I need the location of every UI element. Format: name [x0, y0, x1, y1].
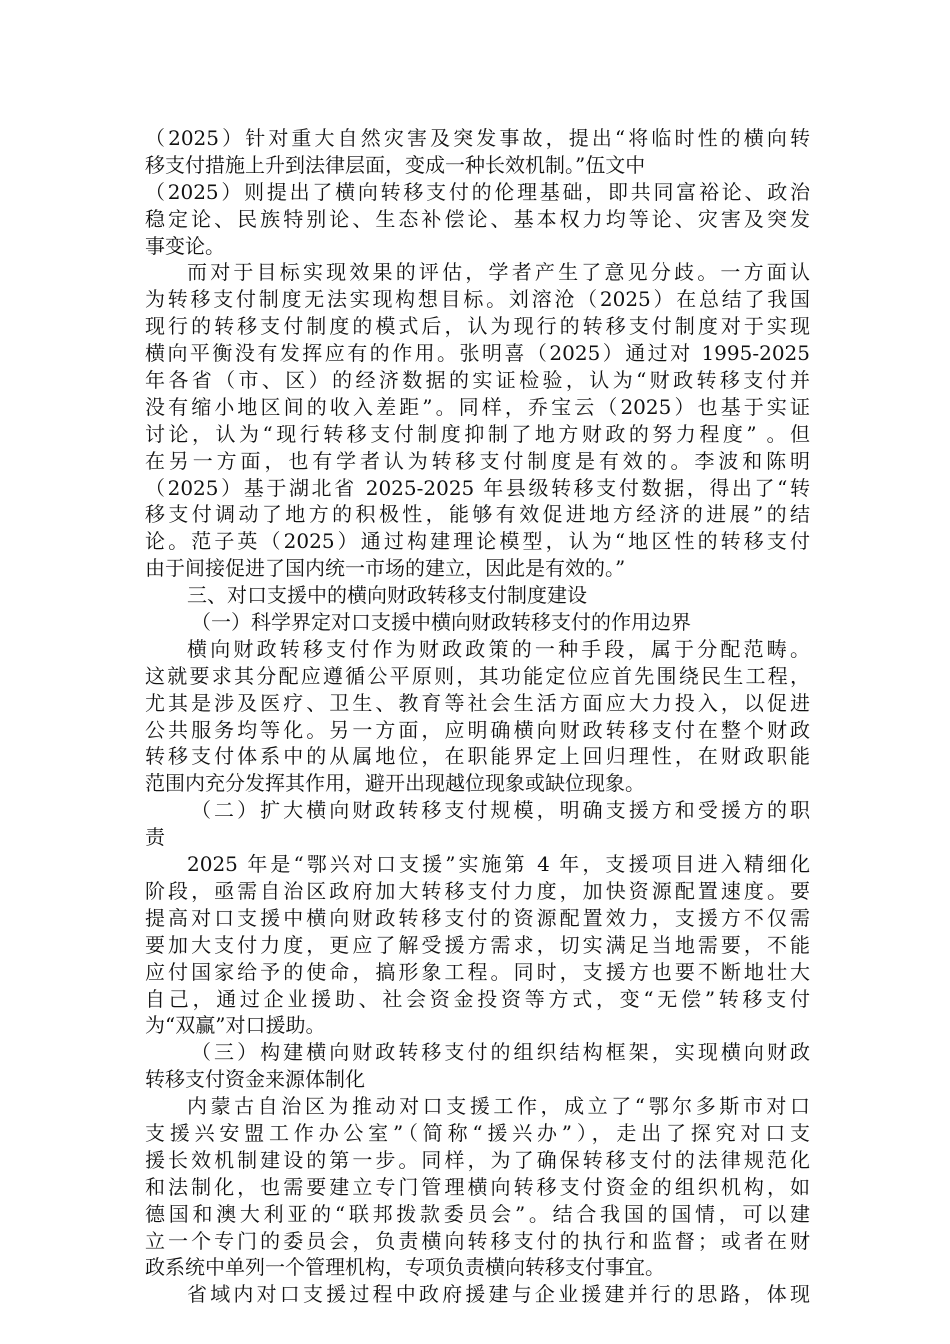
- text-line: 论。范子英（2025）通过构建理论模型，认为“地区性的转移支付: [145, 529, 810, 554]
- text-line: 范围内充分发挥其作用，避开出现越位现象或缺位现象。: [145, 771, 645, 796]
- text-line: 公共服务均等化。另一方面，应明确横向财政转移支付在整个财政: [145, 717, 810, 742]
- paragraph-first-line: 而对于目标实现效果的评估，学者产生了意见分歧。一方面认: [187, 260, 810, 285]
- text-line: 提高对口支援中横向财政转移支付的资源配置效力，支援方不仅需: [145, 905, 810, 930]
- subsection-heading: （三）构建横向财政转移支付的组织结构框架，实现横向财政: [191, 1040, 810, 1065]
- text-line: 尤其是涉及医疗、卫生、教育等社会生活方面应大力投入，以促进: [145, 690, 810, 715]
- text-line: 德国和澳大利亚的“联邦拨款委员会”。结合我国的国情，可以建: [145, 1201, 810, 1226]
- paragraph-first-line: 2025 年是“鄂兴对口支援”实施第 4 年，支援项目进入精细化: [187, 852, 810, 877]
- text-line: （2025）则提出了横向转移支付的伦理基础，即共同富裕论、政治: [145, 179, 810, 204]
- text-line: 事变论。: [145, 233, 225, 258]
- text-line: 在另一方面，也有学者认为转移支付制度是有效的。李波和陈明: [145, 448, 810, 473]
- text-line: 年各省（市、区）的经济数据的实证检验，认为“财政转移支付并: [145, 368, 810, 393]
- subsection-heading: （二）扩大横向财政转移支付规模，明确支援方和受援方的职: [191, 798, 810, 823]
- text-line: 由于间接促进了国内统一市场的建立，因此是有效的。”: [145, 556, 626, 581]
- text-line: 现行的转移支付制度的模式后，认为现行的转移支付制度对于实现: [145, 314, 810, 339]
- text-line: 政系统中单列一个管理机构，专项负责横向转移支付事宜。: [145, 1255, 665, 1280]
- section-heading: 三、对口支援中的横向财政转移支付制度建设: [187, 583, 587, 608]
- text-line: （2025）针对重大自然灾害及突发事故，提出“将临时性的横向转: [145, 126, 810, 150]
- subsection-heading: （一）科学界定对口支援中横向财政转移支付的作用边界: [191, 610, 691, 635]
- subsection-heading-continued: 转移支付资金来源体制化: [145, 1067, 365, 1092]
- text-line: 阶段，亟需自治区政府加大转移支付力度，加快资源配置速度。要: [145, 878, 810, 903]
- document-body: [145, 125, 810, 1308]
- text-line: 支援兴安盟工作办公室”（简称“援兴办”），走出了探究对口支: [145, 1120, 810, 1145]
- subsection-heading-continued: 责: [145, 825, 165, 850]
- text-line: 稳定论、民族特别论、生态补偿论、基本权力均等论、灾害及突发: [145, 206, 810, 231]
- text-line: 移支付措施上升到法律层面，变成一种长效机制。”伍文中: [145, 152, 646, 177]
- text-line: 横向平衡没有发挥应有的作用。张明喜（2025）通过对 1995-2025: [145, 341, 810, 366]
- paragraph-first-line: 内蒙古自治区为推动对口支援工作，成立了“鄂尔多斯市对口: [187, 1094, 810, 1119]
- text-line: 应付国家给予的使命，搞形象工程。同时，支援方也要不断地壮大: [145, 959, 810, 984]
- text-line: 没有缩小地区间的收入差距”。同样，乔宝云（2025）也基于实证: [145, 394, 810, 419]
- text-line: 和法制化，也需要建立专门管理横向转移支付资金的组织机构，如: [145, 1174, 810, 1199]
- text-line: 援长效机制建设的第一步。同样，为了确保转移支付的法律规范化: [145, 1147, 810, 1172]
- text-line: 要加大支付力度，更应了解受援方需求，切实满足当地需要，不能: [145, 932, 810, 957]
- text-line: （2025）基于湖北省 2025-2025 年县级转移支付数据，得出了“转: [145, 475, 810, 500]
- text-line: 自己，通过企业援助、社会资金投资等方式，变“无偿”转移支付: [145, 986, 810, 1011]
- text-line: 讨论，认为“现行转移支付制度抑制了地方财政的努力程度” 。但: [145, 421, 810, 446]
- paragraph-first-line: 横向财政转移支付作为财政政策的一种手段，属于分配范畴。: [187, 636, 810, 661]
- text-line: 为转移支付制度无法实现构想目标。刘溶沧（2025）在总结了我国: [145, 287, 810, 312]
- text-line: 为“双赢”对口援助。: [145, 1013, 326, 1038]
- text-line: 立一个专门的委员会，负责横向转移支付的执行和监督；或者在财: [145, 1228, 810, 1253]
- text-line: 转移支付体系中的从属地位，在职能界定上回归理性，在财政职能: [145, 744, 810, 769]
- text-line: 这就要求其分配应遵循公平原则，其功能定位应首先围绕民生工程，: [145, 663, 810, 688]
- text-line: 移支付调动了地方的积极性，能够有效促进地方经济的进展”的结: [145, 502, 810, 527]
- paragraph-first-line: 省域内对口支援过程中政府援建与企业援建并行的思路，体现: [187, 1282, 810, 1307]
